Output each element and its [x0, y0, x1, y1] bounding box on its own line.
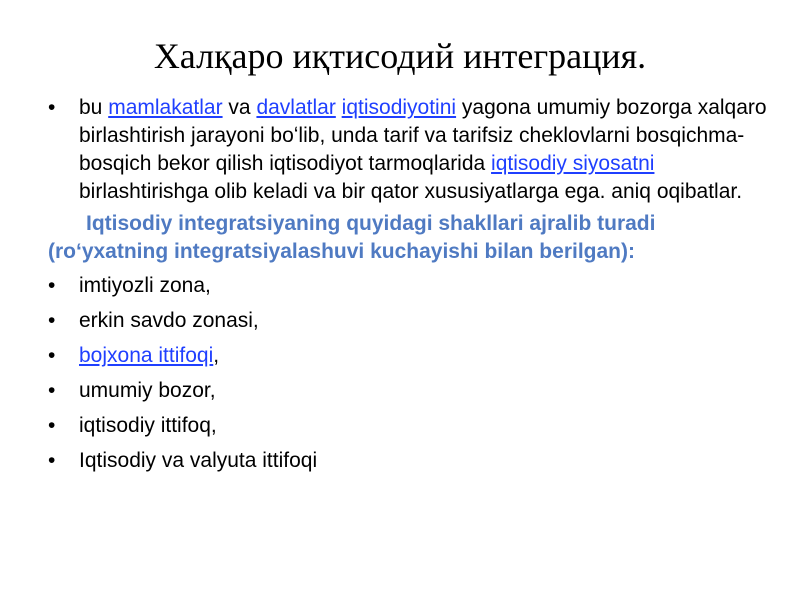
- bullet-icon: •: [48, 274, 56, 297]
- intro-text-4: yagona umumiy bozorga xalqaro birlashtirish jarayoni boʻlib, unda tarif va tarifsiz cheklovlarni bosqichma-bosqich bekor qilish iqtisodiyot tarmoqlarida: [79, 96, 767, 175]
- intro-text-1: bu: [79, 96, 109, 119]
- bullet-icon: •: [48, 344, 56, 367]
- list-item: [48, 447, 768, 475]
- bullet-icon: •: [48, 449, 56, 472]
- list-item-text: Iqtisodiy va valyuta ittifoqi: [79, 449, 318, 472]
- link-iqtisodiyotini[interactable]: iqtisodiyotini: [341, 96, 457, 119]
- link-bojxona-ittifoqi[interactable]: bojxona ittifoqi: [79, 344, 214, 367]
- slide-title: Халқаро иқтисодий интеграция.: [153, 36, 647, 76]
- intro-text-2: va: [222, 96, 257, 119]
- slide-body: [48, 94, 768, 482]
- intro-paragraph: [48, 94, 768, 206]
- link-davlatlar[interactable]: davlatlar: [256, 96, 336, 119]
- list-item: [48, 377, 768, 405]
- list-item: [48, 307, 768, 335]
- bullet-icon: •: [48, 379, 56, 402]
- forms-subheading: Iqtisodiy integratsiyaning quyidagi shakllari ajralib turadi (roʻyxatning integratsiyalashuvi kuchayishi bilan berilgan):: [48, 212, 656, 263]
- bullet-icon: •: [48, 414, 56, 437]
- list-item-text: imtiyozli zona,: [79, 274, 211, 297]
- link-iqtisodiy-siyosatni[interactable]: iqtisodiy siyosatni: [491, 152, 655, 175]
- list-item: [48, 342, 768, 370]
- intro-list: [48, 94, 768, 206]
- list-item-text: umumiy bozor,: [79, 379, 216, 402]
- intro-text-5: birlashtirishga olib keladi va bir qator xususiyatlarga ega. aniq oqibatlar.: [79, 180, 743, 203]
- list-item: [48, 412, 768, 440]
- link-mamlakatlar[interactable]: mamlakatlar: [108, 96, 223, 119]
- list-item-suffix: ,: [213, 344, 220, 367]
- list-item: [48, 272, 768, 300]
- bullet-icon: •: [48, 96, 56, 119]
- bullet-icon: •: [48, 309, 56, 332]
- forms-list: [48, 272, 768, 475]
- list-item-text: iqtisodiy ittifoq,: [79, 414, 217, 437]
- list-item-text: erkin savdo zonasi,: [79, 309, 259, 332]
